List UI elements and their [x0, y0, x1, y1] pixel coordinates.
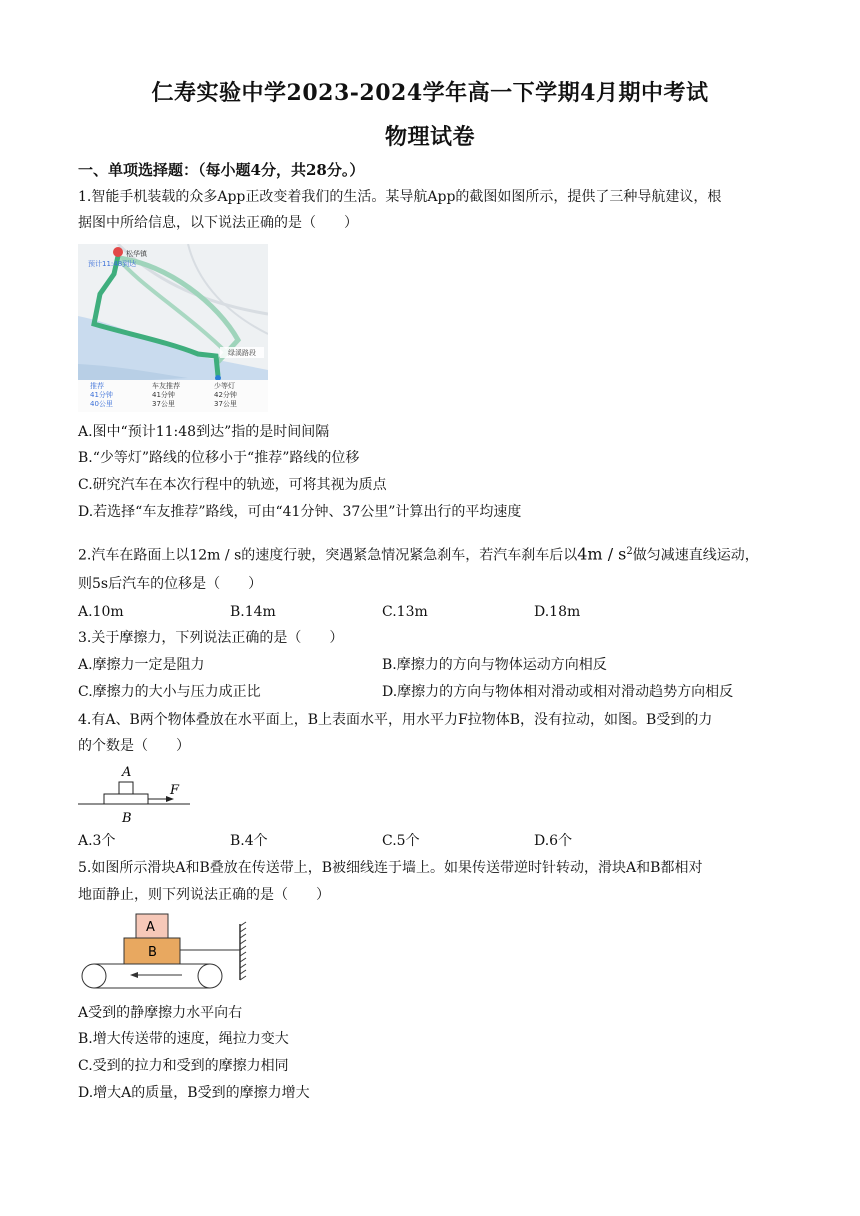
label-a: A — [122, 765, 132, 780]
q4-option-b: B.4个 — [230, 833, 268, 849]
q3-stem: 3.关于摩擦力，下列说法正确的是（ ） — [78, 630, 344, 646]
q5-conveyor-diagram — [78, 912, 258, 994]
block-a — [119, 782, 133, 794]
q3-option-c: C.摩擦力的大小与压力成正比 — [78, 684, 261, 700]
q2-stem-part1: 2.汽车在路面上以12m / s的速度行驶，突遇紧急情况紧急刹车，若汽车刹车后以 — [78, 547, 578, 564]
q5-option-a: A受到的静摩擦力水平向右 — [78, 1005, 243, 1021]
route-time: 41分钟 — [152, 391, 175, 399]
q2-accel-exp: 2 — [626, 546, 633, 557]
route-dist: 40公里 — [90, 400, 113, 408]
exam-subtitle: 物理试卷 — [384, 124, 475, 150]
route-dist: 37公里 — [152, 400, 175, 408]
route-option-3 — [214, 382, 237, 409]
q1-option-c: C.研究汽车在本次行程中的轨迹，可将其视为质点 — [78, 477, 387, 493]
map-dest-label: 绿溪路段 — [228, 349, 256, 357]
q2-stem-line2: 则5s后汽车的位移是（ ） — [78, 576, 263, 592]
q2-option-d: D.18m — [534, 604, 581, 620]
label-f: F — [170, 783, 180, 798]
route-name: 推荐 — [90, 382, 104, 390]
q4-option-c: C.5个 — [382, 833, 420, 849]
q2-stem-part2: 做匀减速直线运动， — [632, 547, 759, 564]
q1-option-a: A.图中“预计11:48到达”指的是时间间隔 — [78, 424, 330, 440]
q2-accel: 4m / s — [577, 544, 627, 564]
map-town-label: 松华镇 — [126, 250, 147, 258]
route-name: 车友推荐 — [152, 382, 180, 390]
right-pulley — [198, 964, 222, 988]
q5-option-d: D.增大A的质量，B受到的摩擦力增大 — [78, 1085, 310, 1101]
route-options-legend — [78, 380, 268, 412]
route-dist: 37公里 — [214, 400, 237, 408]
label-b: B — [122, 811, 132, 826]
q4-blocks-diagram — [76, 762, 196, 828]
q5-stem-line1: 5.如图所示滑块A和B叠放在传送带上，B被细线连于墙上。如果传送带逆时针转动，滑块A和B都相对 — [78, 860, 703, 876]
q5-option-b: B.增大传送带的速度，绳拉力变大 — [78, 1031, 289, 1047]
q5-option-c: C.受到的拉力和受到的摩擦力相同 — [78, 1058, 289, 1074]
belt-direction-arrow-icon — [130, 972, 138, 978]
q1-stem-line1: 1.智能手机装载的众多App正改变着我们的生活。某导航App的截图如图所示，提供了三种导航建议，根 — [78, 189, 722, 205]
q4-stem-line1: 4.有A、B两个物体叠放在水平面上，B上表面水平，用水平力F拉物体B，没有拉动，如图。B受到的力 — [78, 712, 713, 728]
block-b — [104, 794, 148, 804]
wall-hatching — [240, 922, 246, 980]
map-eta-label: 预计11:48到达 — [88, 260, 137, 268]
q4-blocks-figure — [76, 762, 196, 828]
exam-title: 仁寿实验中学2023-2024学年高一下学期4月期中考试 — [151, 80, 709, 106]
route-time: 41分钟 — [90, 391, 113, 399]
q2-stem-line1 — [78, 542, 759, 566]
navigation-map-figure — [78, 244, 268, 412]
q3-option-d: D.摩擦力的方向与物体相对滑动或相对滑动趋势方向相反 — [382, 684, 734, 700]
route-option-1 — [90, 382, 113, 409]
q2-option-b: B.14m — [230, 604, 276, 620]
route-time: 42分钟 — [214, 391, 237, 399]
label-b: B — [148, 945, 157, 960]
q2-option-a: A.10m — [78, 604, 124, 620]
left-pulley — [82, 964, 106, 988]
q3-option-b: B.摩擦力的方向与物体运动方向相反 — [382, 657, 607, 673]
q3-option-a: A.摩擦力一定是阻力 — [78, 657, 205, 673]
q2-option-c: C.13m — [382, 604, 428, 620]
q4-option-a: A.3个 — [78, 833, 116, 849]
start-pin-icon — [113, 247, 123, 257]
route-name: 少等灯 — [214, 382, 235, 390]
q5-conveyor-figure — [78, 912, 258, 994]
q4-stem-line2: 的个数是（ ） — [78, 738, 190, 754]
q1-option-b: B.“少等灯”路线的位移小于“推荐”路线的位移 — [78, 450, 360, 466]
section-heading: 一、单项选择题：（每小题4分，共28分。） — [78, 161, 365, 179]
label-a: A — [146, 920, 155, 935]
q1-stem-line2: 据图中所给信息，以下说法正确的是（ ） — [78, 215, 358, 231]
q1-option-d: D.若选择“车友推荐”路线，可由“41分钟、37公里”计算出行的平均速度 — [78, 504, 522, 520]
q5-stem-line2: 地面静止，则下列说法正确的是（ ） — [78, 887, 330, 903]
q4-option-d: D.6个 — [534, 833, 573, 849]
route-option-2 — [152, 382, 180, 409]
